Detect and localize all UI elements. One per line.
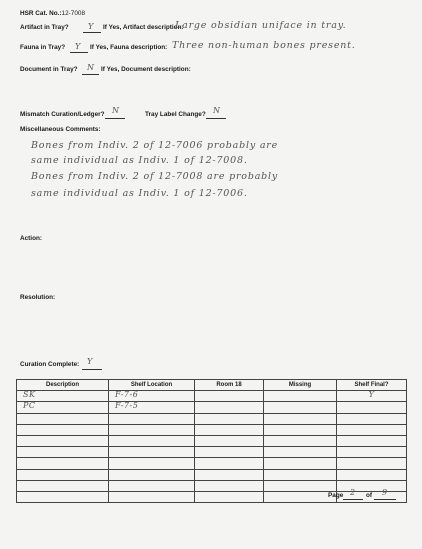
tray-label-answer-line — [206, 118, 226, 119]
table-row — [17, 435, 407, 446]
cell-description-value: PC — [23, 401, 36, 411]
cell-missing — [264, 491, 337, 502]
table-row — [17, 424, 407, 435]
cell-room-18 — [195, 435, 264, 446]
table-row — [17, 391, 407, 402]
cell-missing — [264, 424, 337, 435]
fauna-label: Fauna in Tray? — [20, 44, 66, 51]
artifact-label: Artifact in Tray? — [20, 24, 69, 31]
cell-shelf-final — [337, 391, 407, 402]
curation-complete-answer: Y — [87, 357, 93, 366]
cell-room-18 — [195, 413, 264, 424]
mismatch-label: Mismatch Curation/Ledger? — [20, 111, 105, 118]
cell-missing — [264, 469, 337, 480]
catalog-number-value: 12-7008 — [61, 10, 86, 17]
cell-shelf-final-value: Y — [368, 390, 375, 400]
cell-room-18 — [195, 480, 264, 491]
table-row — [17, 480, 407, 491]
comment-line-2: same individual as Indiv. 1 of 12-7008. — [31, 155, 248, 166]
artifact-description: Large obsidian uniface in tray. — [175, 20, 347, 31]
cell-shelf-location — [109, 402, 195, 413]
fauna-description: Three non-human bones present. — [172, 40, 356, 51]
cell-description — [17, 447, 109, 458]
cell-missing — [264, 458, 337, 469]
cell-shelf-final — [337, 402, 407, 413]
page-label: Page — [328, 492, 344, 499]
header-missing: Missing — [264, 380, 337, 391]
resolution-label: Resolution: — [20, 294, 56, 301]
cell-shelf-location — [109, 458, 195, 469]
cell-description — [17, 424, 109, 435]
cell-missing — [264, 402, 337, 413]
cell-description — [17, 491, 109, 502]
cell-description — [17, 391, 109, 402]
cell-shelf-final — [337, 458, 407, 469]
comment-line-4: same individual as Indiv. 1 of 12-7006. — [31, 188, 248, 199]
artifact-answer-line — [83, 32, 101, 33]
cell-shelf-location — [109, 469, 195, 480]
cell-missing — [264, 391, 337, 402]
catalog-number-row — [20, 10, 85, 17]
cell-shelf-location — [109, 447, 195, 458]
artifact-answer: Y — [88, 22, 94, 31]
cell-room-18 — [195, 391, 264, 402]
table-row — [17, 458, 407, 469]
cell-room-18 — [195, 469, 264, 480]
cell-shelf-final — [337, 435, 407, 446]
page-total-line — [374, 499, 396, 500]
page-total: 9 — [382, 488, 388, 497]
catalog-number-label: HSR Cat. No.: — [20, 10, 62, 17]
cell-room-18 — [195, 402, 264, 413]
cell-missing — [264, 435, 337, 446]
cell-shelf-final — [337, 469, 407, 480]
table-row — [17, 413, 407, 424]
header-room-18: Room 18 — [195, 380, 264, 391]
shelf-table — [16, 379, 407, 503]
cell-description — [17, 480, 109, 491]
table-row — [17, 469, 407, 480]
comment-line-3: Bones from Indiv. 2 of 12-7008 are probably — [31, 171, 279, 182]
cell-room-18 — [195, 458, 264, 469]
table-row — [17, 491, 407, 502]
page-current-line — [343, 499, 363, 500]
cell-shelf-location — [109, 435, 195, 446]
table-header-row — [17, 380, 407, 391]
mismatch-answer-line — [105, 118, 125, 119]
tray-label-answer: N — [213, 106, 220, 115]
cell-description — [17, 402, 109, 413]
tray-label-change-label: Tray Label Change? — [145, 111, 206, 118]
page-of-label: of — [366, 492, 373, 499]
cell-missing — [264, 480, 337, 491]
mismatch-answer: N — [112, 106, 119, 115]
header-shelf-location: Shelf Location — [109, 380, 195, 391]
cell-description — [17, 458, 109, 469]
cell-description — [17, 435, 109, 446]
cell-shelf-location — [109, 424, 195, 435]
cell-shelf-location — [109, 480, 195, 491]
cell-shelf-location — [109, 413, 195, 424]
cell-shelf-final — [337, 424, 407, 435]
document-answer: N — [87, 63, 94, 72]
page-current: 2 — [350, 488, 356, 497]
cell-room-18 — [195, 447, 264, 458]
header-shelf-final: Shelf Final? — [337, 380, 407, 391]
cell-shelf-final — [337, 480, 407, 491]
cell-shelf-location — [109, 391, 195, 402]
cell-missing — [264, 447, 337, 458]
cell-description — [17, 413, 109, 424]
comments-label: Miscellaneous Comments: — [20, 126, 101, 133]
cell-shelf-location-value: F-7-5 — [115, 401, 139, 411]
cell-shelf-final — [337, 447, 407, 458]
cell-shelf-location — [109, 491, 195, 502]
header-description: Description — [17, 380, 109, 391]
comment-line-1: Bones from Indiv. 2 of 12-7006 probably are — [31, 140, 279, 151]
cell-room-18 — [195, 424, 264, 435]
cell-shelf-location-value: F-7-6 — [115, 390, 139, 400]
artifact-desc-label: If Yes, Artifact description: — [103, 24, 184, 31]
cell-description-value: SK — [23, 390, 36, 400]
table-row — [17, 447, 407, 458]
cell-description — [17, 469, 109, 480]
document-answer-line — [82, 74, 99, 75]
table-row — [17, 402, 407, 413]
cell-missing — [264, 413, 337, 424]
cell-room-18 — [195, 491, 264, 502]
fauna-desc-label: If Yes, Fauna description: — [90, 44, 168, 51]
curation-complete-label: Curation Complete: — [20, 361, 80, 368]
document-label: Document in Tray? — [20, 66, 78, 73]
cell-shelf-final — [337, 413, 407, 424]
document-desc-label: If Yes, Document description: — [101, 66, 191, 73]
curation-answer-line — [82, 369, 102, 370]
action-label: Action: — [20, 235, 43, 242]
fauna-answer: Y — [75, 42, 81, 51]
fauna-answer-line — [70, 52, 88, 53]
